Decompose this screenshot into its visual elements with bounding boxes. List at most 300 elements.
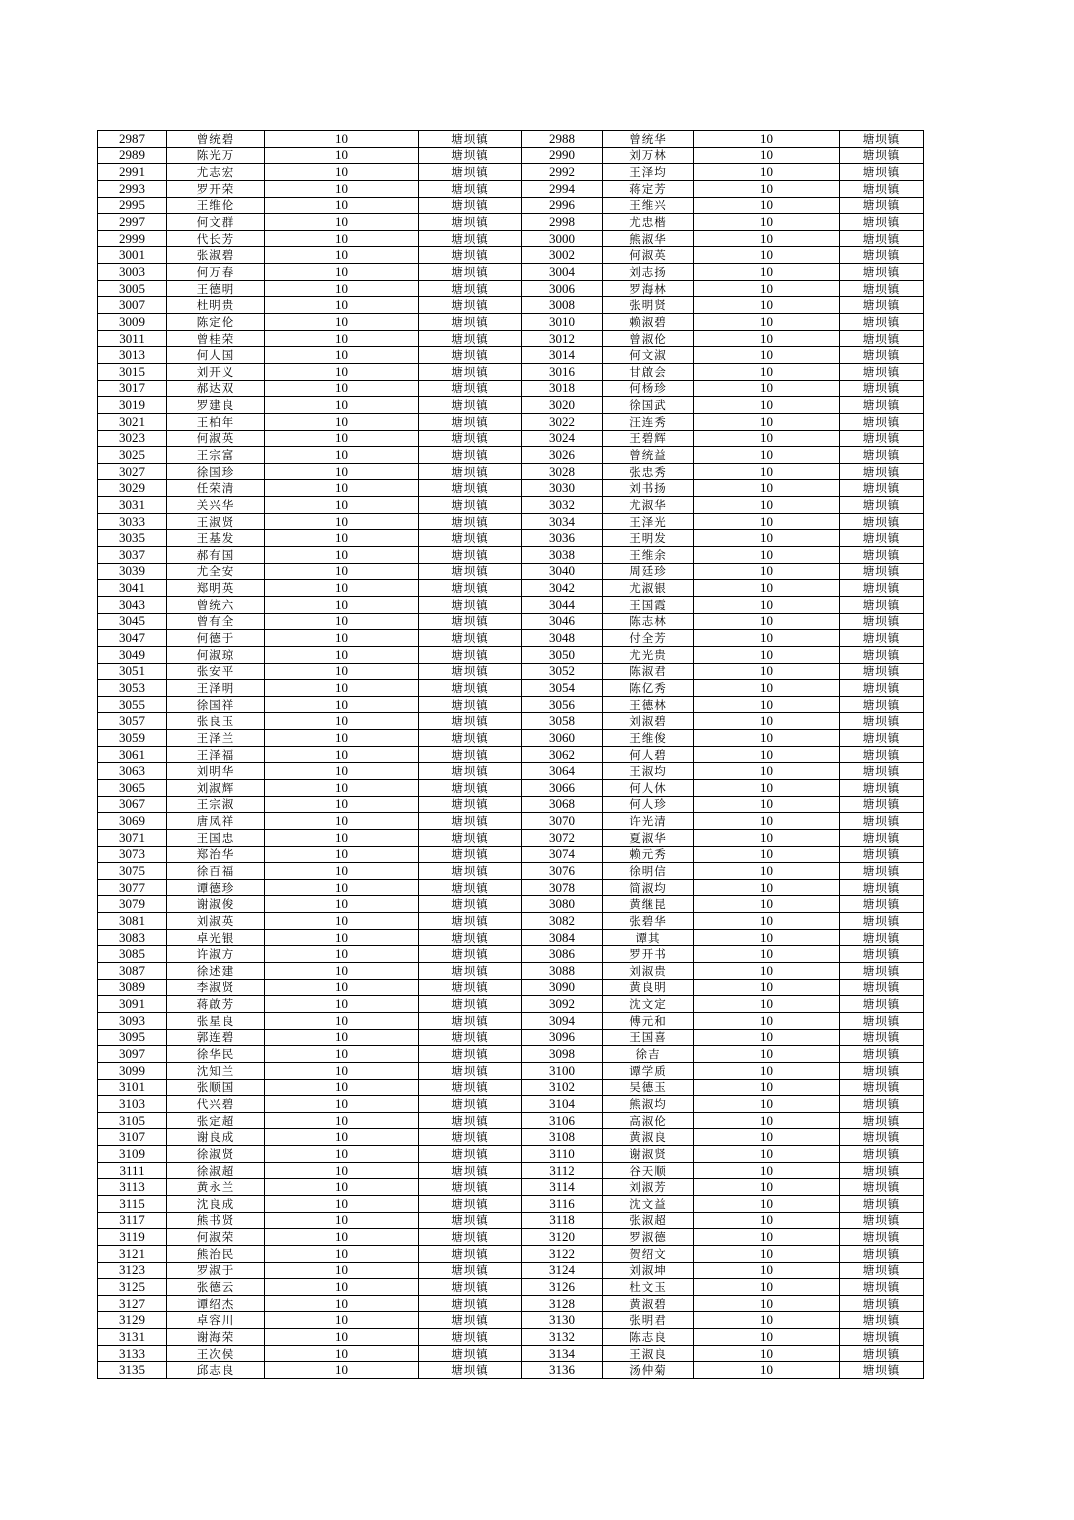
amount-cell: 10 (694, 1295, 840, 1312)
amount-cell: 10 (694, 979, 840, 996)
amount-cell: 10 (265, 963, 419, 980)
town-cell: 塘坝镇 (840, 1079, 924, 1096)
name-cell: 杜明贵 (167, 297, 265, 314)
id-cell: 3072 (522, 829, 603, 846)
amount-cell: 10 (694, 646, 840, 663)
name-cell: 张星良 (167, 1012, 265, 1029)
table-row (98, 580, 924, 597)
name-cell: 许淑方 (167, 946, 265, 963)
name-cell: 付全芳 (603, 630, 694, 647)
id-cell: 3031 (98, 497, 167, 514)
name-cell: 何淑英 (603, 247, 694, 264)
table-row (98, 1245, 924, 1262)
name-cell: 王泽福 (167, 746, 265, 763)
name-cell: 夏淑华 (603, 829, 694, 846)
id-cell: 3025 (98, 447, 167, 464)
table-row (98, 1162, 924, 1179)
name-cell: 张淑碧 (167, 247, 265, 264)
id-cell: 3128 (522, 1295, 603, 1312)
amount-cell: 10 (694, 131, 840, 148)
table-row (98, 613, 924, 630)
name-cell: 蒋定芳 (603, 180, 694, 197)
id-cell: 3115 (98, 1196, 167, 1213)
town-cell: 塘坝镇 (840, 547, 924, 564)
table-row (98, 1295, 924, 1312)
amount-cell: 10 (694, 330, 840, 347)
amount-cell: 10 (265, 547, 419, 564)
town-cell: 塘坝镇 (840, 1212, 924, 1229)
amount-cell: 10 (694, 913, 840, 930)
town-cell: 塘坝镇 (840, 230, 924, 247)
id-cell: 3056 (522, 696, 603, 713)
town-cell: 塘坝镇 (419, 646, 522, 663)
id-cell: 3097 (98, 1046, 167, 1063)
amount-cell: 10 (694, 297, 840, 314)
id-cell: 3057 (98, 713, 167, 730)
id-cell: 3119 (98, 1229, 167, 1246)
town-cell: 塘坝镇 (840, 663, 924, 680)
town-cell: 塘坝镇 (419, 613, 522, 630)
table-row (98, 530, 924, 547)
amount-cell: 10 (694, 1129, 840, 1146)
amount-cell: 10 (694, 147, 840, 164)
town-cell: 塘坝镇 (419, 946, 522, 963)
town-cell: 塘坝镇 (419, 280, 522, 297)
id-cell: 2996 (522, 197, 603, 214)
id-cell: 3047 (98, 630, 167, 647)
town-cell: 塘坝镇 (840, 330, 924, 347)
town-cell: 塘坝镇 (419, 131, 522, 148)
table-row (98, 1012, 924, 1029)
amount-cell: 10 (265, 1129, 419, 1146)
table-row (98, 813, 924, 830)
town-cell: 塘坝镇 (419, 1362, 522, 1379)
town-cell: 塘坝镇 (840, 563, 924, 580)
table-row (98, 563, 924, 580)
name-cell: 赖元秀 (603, 846, 694, 863)
table-row (98, 879, 924, 896)
name-cell: 尤忠楷 (603, 214, 694, 231)
name-cell: 刘开义 (167, 363, 265, 380)
name-cell: 罗建良 (167, 397, 265, 414)
name-cell: 张顺国 (167, 1079, 265, 1096)
amount-cell: 10 (265, 1012, 419, 1029)
town-cell: 塘坝镇 (419, 913, 522, 930)
id-cell: 3065 (98, 779, 167, 796)
name-cell: 徐百福 (167, 863, 265, 880)
town-cell: 塘坝镇 (840, 297, 924, 314)
name-cell: 曾统六 (167, 596, 265, 613)
id-cell: 3109 (98, 1146, 167, 1163)
town-cell: 塘坝镇 (419, 497, 522, 514)
town-cell: 塘坝镇 (419, 1112, 522, 1129)
town-cell: 塘坝镇 (840, 147, 924, 164)
name-cell: 张淑超 (603, 1212, 694, 1229)
name-cell: 王维兴 (603, 197, 694, 214)
town-cell: 塘坝镇 (419, 796, 522, 813)
name-cell: 尤志宏 (167, 164, 265, 181)
name-cell: 熊淑华 (603, 230, 694, 247)
id-cell: 3020 (522, 397, 603, 414)
name-cell: 熊治民 (167, 1245, 265, 1262)
table-row (98, 1029, 924, 1046)
id-cell: 3096 (522, 1029, 603, 1046)
name-cell: 张安平 (167, 663, 265, 680)
name-cell: 王宗富 (167, 447, 265, 464)
name-cell: 张德云 (167, 1279, 265, 1296)
name-cell: 刘淑贵 (603, 963, 694, 980)
amount-cell: 10 (265, 1262, 419, 1279)
town-cell: 塘坝镇 (419, 663, 522, 680)
town-cell: 塘坝镇 (419, 1229, 522, 1246)
amount-cell: 10 (694, 180, 840, 197)
amount-cell: 10 (265, 1079, 419, 1096)
id-cell: 3082 (522, 913, 603, 930)
table-row (98, 463, 924, 480)
table-row (98, 197, 924, 214)
id-cell: 3079 (98, 896, 167, 913)
amount-cell: 10 (694, 779, 840, 796)
amount-cell: 10 (694, 230, 840, 247)
table-row (98, 131, 924, 148)
amount-cell: 10 (265, 1279, 419, 1296)
town-cell: 塘坝镇 (419, 1129, 522, 1146)
name-cell: 汪连秀 (603, 413, 694, 430)
amount-cell: 10 (694, 630, 840, 647)
town-cell: 塘坝镇 (840, 596, 924, 613)
amount-cell: 10 (694, 663, 840, 680)
amount-cell: 10 (265, 164, 419, 181)
town-cell: 塘坝镇 (840, 1262, 924, 1279)
id-cell: 3103 (98, 1096, 167, 1113)
name-cell: 王国霞 (603, 596, 694, 613)
name-cell: 王次侯 (167, 1345, 265, 1362)
table-row (98, 397, 924, 414)
name-cell: 王碧辉 (603, 430, 694, 447)
name-cell: 何淑英 (167, 430, 265, 447)
id-cell: 3014 (522, 347, 603, 364)
id-cell: 3104 (522, 1096, 603, 1113)
id-cell: 3094 (522, 1012, 603, 1029)
name-cell: 唐凤祥 (167, 813, 265, 830)
amount-cell: 10 (694, 829, 840, 846)
town-cell: 塘坝镇 (840, 996, 924, 1013)
name-cell: 罗淑于 (167, 1262, 265, 1279)
name-cell: 王维伦 (167, 197, 265, 214)
amount-cell: 10 (694, 763, 840, 780)
town-cell: 塘坝镇 (840, 247, 924, 264)
id-cell: 3077 (98, 879, 167, 896)
table-row (98, 846, 924, 863)
table-row (98, 1312, 924, 1329)
table-row (98, 829, 924, 846)
amount-cell: 10 (694, 1062, 840, 1079)
id-cell: 3062 (522, 746, 603, 763)
name-cell: 谢海荣 (167, 1329, 265, 1346)
table-row (98, 1129, 924, 1146)
id-cell: 3095 (98, 1029, 167, 1046)
amount-cell: 10 (265, 979, 419, 996)
id-cell: 3070 (522, 813, 603, 830)
amount-cell: 10 (265, 1345, 419, 1362)
amount-cell: 10 (694, 996, 840, 1013)
town-cell: 塘坝镇 (419, 164, 522, 181)
name-cell: 熊淑均 (603, 1096, 694, 1113)
town-cell: 塘坝镇 (840, 480, 924, 497)
amount-cell: 10 (694, 1096, 840, 1113)
id-cell: 3006 (522, 280, 603, 297)
id-cell: 3055 (98, 696, 167, 713)
town-cell: 塘坝镇 (840, 879, 924, 896)
id-cell: 3067 (98, 796, 167, 813)
id-cell: 3110 (522, 1146, 603, 1163)
name-cell: 刘淑辉 (167, 779, 265, 796)
town-cell: 塘坝镇 (840, 730, 924, 747)
id-cell: 3038 (522, 547, 603, 564)
table-row (98, 264, 924, 281)
id-cell: 2995 (98, 197, 167, 214)
town-cell: 塘坝镇 (419, 197, 522, 214)
id-cell: 3089 (98, 979, 167, 996)
id-cell: 3116 (522, 1196, 603, 1213)
name-cell: 王明发 (603, 530, 694, 547)
name-cell: 郝达双 (167, 380, 265, 397)
name-cell: 谭德珍 (167, 879, 265, 896)
amount-cell: 10 (265, 264, 419, 281)
id-cell: 2993 (98, 180, 167, 197)
table-row (98, 929, 924, 946)
amount-cell: 10 (265, 1212, 419, 1229)
amount-cell: 10 (694, 1279, 840, 1296)
town-cell: 塘坝镇 (419, 763, 522, 780)
amount-cell: 10 (694, 730, 840, 747)
town-cell: 塘坝镇 (840, 696, 924, 713)
town-cell: 塘坝镇 (840, 1279, 924, 1296)
name-cell: 刘淑碧 (603, 713, 694, 730)
town-cell: 塘坝镇 (840, 1146, 924, 1163)
amount-cell: 10 (265, 746, 419, 763)
name-cell: 王国忠 (167, 829, 265, 846)
table-row (98, 596, 924, 613)
town-cell: 塘坝镇 (840, 430, 924, 447)
id-cell: 3013 (98, 347, 167, 364)
name-cell: 郑明英 (167, 580, 265, 597)
name-cell: 张明贤 (603, 297, 694, 314)
town-cell: 塘坝镇 (840, 180, 924, 197)
table-row (98, 863, 924, 880)
amount-cell: 10 (694, 264, 840, 281)
town-cell: 塘坝镇 (840, 1345, 924, 1362)
id-cell: 3046 (522, 613, 603, 630)
name-cell: 王基发 (167, 530, 265, 547)
amount-cell: 10 (694, 380, 840, 397)
town-cell: 塘坝镇 (419, 1179, 522, 1196)
town-cell: 塘坝镇 (419, 1279, 522, 1296)
id-cell: 3075 (98, 863, 167, 880)
id-cell: 3019 (98, 397, 167, 414)
amount-cell: 10 (265, 463, 419, 480)
table-row (98, 713, 924, 730)
name-cell: 曾统华 (603, 131, 694, 148)
town-cell: 塘坝镇 (840, 1129, 924, 1146)
id-cell: 3049 (98, 646, 167, 663)
name-cell: 谭绍杰 (167, 1295, 265, 1312)
name-cell: 刘书扬 (603, 480, 694, 497)
name-cell: 张忠秀 (603, 463, 694, 480)
id-cell: 3086 (522, 946, 603, 963)
table-row (98, 1096, 924, 1113)
id-cell: 3134 (522, 1345, 603, 1362)
name-cell: 代长芳 (167, 230, 265, 247)
amount-cell: 10 (694, 696, 840, 713)
amount-cell: 10 (694, 813, 840, 830)
town-cell: 塘坝镇 (840, 1179, 924, 1196)
name-cell: 徐国武 (603, 397, 694, 414)
id-cell: 3048 (522, 630, 603, 647)
name-cell: 刘淑英 (167, 913, 265, 930)
amount-cell: 10 (265, 430, 419, 447)
name-cell: 黄良明 (603, 979, 694, 996)
id-cell: 3111 (98, 1162, 167, 1179)
amount-cell: 10 (694, 1312, 840, 1329)
amount-cell: 10 (265, 131, 419, 148)
name-cell: 罗开荣 (167, 180, 265, 197)
amount-cell: 10 (265, 1229, 419, 1246)
name-cell: 张定超 (167, 1112, 265, 1129)
id-cell: 3028 (522, 463, 603, 480)
id-cell: 3050 (522, 646, 603, 663)
amount-cell: 10 (694, 613, 840, 630)
amount-cell: 10 (265, 314, 419, 331)
table-row (98, 696, 924, 713)
table-row (98, 547, 924, 564)
amount-cell: 10 (694, 946, 840, 963)
id-cell: 3093 (98, 1012, 167, 1029)
name-cell: 熊书贤 (167, 1212, 265, 1229)
town-cell: 塘坝镇 (419, 530, 522, 547)
table-row (98, 480, 924, 497)
town-cell: 塘坝镇 (840, 380, 924, 397)
id-cell: 3114 (522, 1179, 603, 1196)
name-cell: 吴德玉 (603, 1079, 694, 1096)
id-cell: 3059 (98, 730, 167, 747)
id-cell: 3098 (522, 1046, 603, 1063)
id-cell: 3087 (98, 963, 167, 980)
name-cell: 王淑良 (603, 1345, 694, 1362)
town-cell: 塘坝镇 (419, 996, 522, 1013)
name-cell: 徐明信 (603, 863, 694, 880)
amount-cell: 10 (694, 347, 840, 364)
table-row (98, 1362, 924, 1379)
town-cell: 塘坝镇 (840, 1162, 924, 1179)
amount-cell: 10 (265, 180, 419, 197)
town-cell: 塘坝镇 (840, 314, 924, 331)
town-cell: 塘坝镇 (419, 563, 522, 580)
id-cell: 3099 (98, 1062, 167, 1079)
town-cell: 塘坝镇 (419, 863, 522, 880)
amount-cell: 10 (265, 946, 419, 963)
table-row (98, 730, 924, 747)
table-row (98, 430, 924, 447)
id-cell: 3068 (522, 796, 603, 813)
table-row (98, 180, 924, 197)
town-cell: 塘坝镇 (419, 730, 522, 747)
name-cell: 曾桂荣 (167, 330, 265, 347)
name-cell: 曾统碧 (167, 131, 265, 148)
id-cell: 3008 (522, 297, 603, 314)
name-cell: 徐国珍 (167, 463, 265, 480)
town-cell: 塘坝镇 (840, 1096, 924, 1113)
town-cell: 塘坝镇 (419, 1079, 522, 1096)
town-cell: 塘坝镇 (419, 214, 522, 231)
id-cell: 3074 (522, 846, 603, 863)
table-row (98, 447, 924, 464)
id-cell: 3122 (522, 1245, 603, 1262)
amount-cell: 10 (265, 779, 419, 796)
id-cell: 3011 (98, 330, 167, 347)
amount-cell: 10 (694, 846, 840, 863)
id-cell: 3032 (522, 497, 603, 514)
amount-cell: 10 (265, 230, 419, 247)
name-cell: 邱志良 (167, 1362, 265, 1379)
table-row (98, 1279, 924, 1296)
amount-cell: 10 (694, 1012, 840, 1029)
town-cell: 塘坝镇 (419, 963, 522, 980)
amount-cell: 10 (265, 197, 419, 214)
town-cell: 塘坝镇 (840, 1362, 924, 1379)
table-row (98, 746, 924, 763)
amount-cell: 10 (694, 280, 840, 297)
name-cell: 沈文定 (603, 996, 694, 1013)
town-cell: 塘坝镇 (840, 1112, 924, 1129)
table-row (98, 896, 924, 913)
amount-cell: 10 (265, 713, 419, 730)
id-cell: 3124 (522, 1262, 603, 1279)
id-cell: 2989 (98, 147, 167, 164)
name-cell: 黄继昆 (603, 896, 694, 913)
name-cell: 谢淑俊 (167, 896, 265, 913)
name-cell: 谢淑贤 (603, 1146, 694, 1163)
town-cell: 塘坝镇 (419, 1262, 522, 1279)
amount-cell: 10 (265, 646, 419, 663)
table-row (98, 380, 924, 397)
name-cell: 王德林 (603, 696, 694, 713)
town-cell: 塘坝镇 (840, 680, 924, 697)
town-cell: 塘坝镇 (840, 1196, 924, 1213)
id-cell: 3061 (98, 746, 167, 763)
amount-cell: 10 (265, 1046, 419, 1063)
town-cell: 塘坝镇 (840, 746, 924, 763)
amount-cell: 10 (265, 1196, 419, 1213)
id-cell: 3002 (522, 247, 603, 264)
name-cell: 李淑贤 (167, 979, 265, 996)
id-cell: 3118 (522, 1212, 603, 1229)
town-cell: 塘坝镇 (419, 397, 522, 414)
table-row (98, 963, 924, 980)
id-cell: 3054 (522, 680, 603, 697)
amount-cell: 10 (265, 580, 419, 597)
id-cell: 3123 (98, 1262, 167, 1279)
town-cell: 塘坝镇 (840, 913, 924, 930)
town-cell: 塘坝镇 (840, 779, 924, 796)
town-cell: 塘坝镇 (840, 813, 924, 830)
amount-cell: 10 (265, 829, 419, 846)
amount-cell: 10 (694, 480, 840, 497)
town-cell: 塘坝镇 (419, 696, 522, 713)
amount-cell: 10 (265, 513, 419, 530)
id-cell: 2991 (98, 164, 167, 181)
id-cell: 3060 (522, 730, 603, 747)
